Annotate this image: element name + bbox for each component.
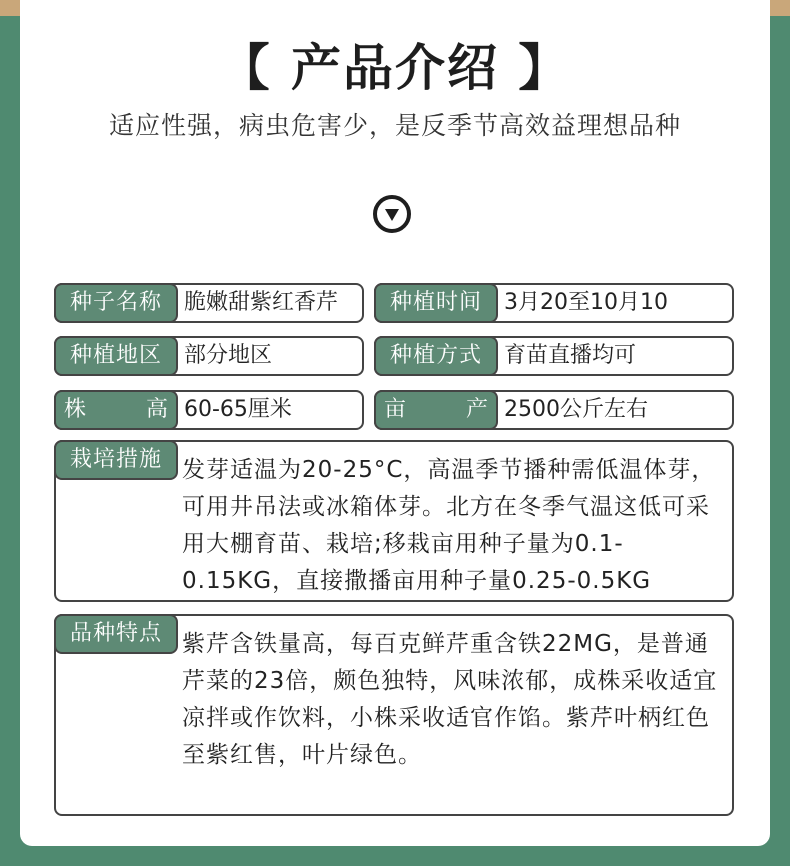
field-plant-area [54, 336, 364, 376]
field-label [374, 390, 498, 430]
field-label: 种植地区 [54, 336, 178, 376]
field-plant-time [374, 283, 734, 323]
field-plant-method [374, 336, 734, 376]
field-label-part: 株 [64, 397, 87, 422]
field-seed-name [54, 283, 364, 323]
field-label [54, 390, 178, 430]
field-label-part: 高 [145, 397, 168, 422]
features-block [54, 614, 734, 816]
page-subtitle: 适应性强，病虫危害少，是反季节高效益理想品种 [108, 111, 681, 140]
cultivation-block [54, 440, 734, 602]
field-value: 部分地区 [184, 343, 273, 368]
field-height [54, 390, 364, 430]
field-label-part: 产 [465, 397, 488, 422]
field-value: 3月20至10月10 [504, 290, 668, 315]
field-label: 种植时间 [374, 283, 498, 323]
field-value: 60-65厘米 [184, 397, 292, 422]
circle-down-triangle-icon [373, 195, 411, 233]
field-value: 2500公斤左右 [504, 397, 648, 422]
block-label: 栽培措施 [54, 440, 178, 480]
field-label-part: 亩 [384, 397, 407, 422]
block-text: 紫芹含铁量高，每百克鲜芹重含铁22MG，是普通芹菜的23倍，颇色独特，风味浓郁，成株采收适宜凉拌或作饮料，小株采收适官作馅。紫芹叶柄红色至紫红售，叶片绿色。 [182, 631, 718, 768]
block-text: 发芽适温为20-25°C，高温季节播种需低温体芽，可用井吊法或冰箱体芽。北方在冬季气温这低可采用大棚育苗、栽培;移栽亩用种子量为0.1-0.15KG，直接撒播亩用种子量0.25-0.5KG [182, 457, 716, 594]
field-value: 育苗直播均可 [504, 343, 637, 368]
page-title: 【 产品介绍 】 [219, 39, 571, 97]
field-label: 种子名称 [54, 283, 178, 323]
field-yield [374, 390, 734, 430]
block-label: 品种特点 [54, 614, 178, 654]
field-value: 脆嫩甜紫红香芹 [184, 290, 339, 315]
field-label: 种植方式 [374, 336, 498, 376]
